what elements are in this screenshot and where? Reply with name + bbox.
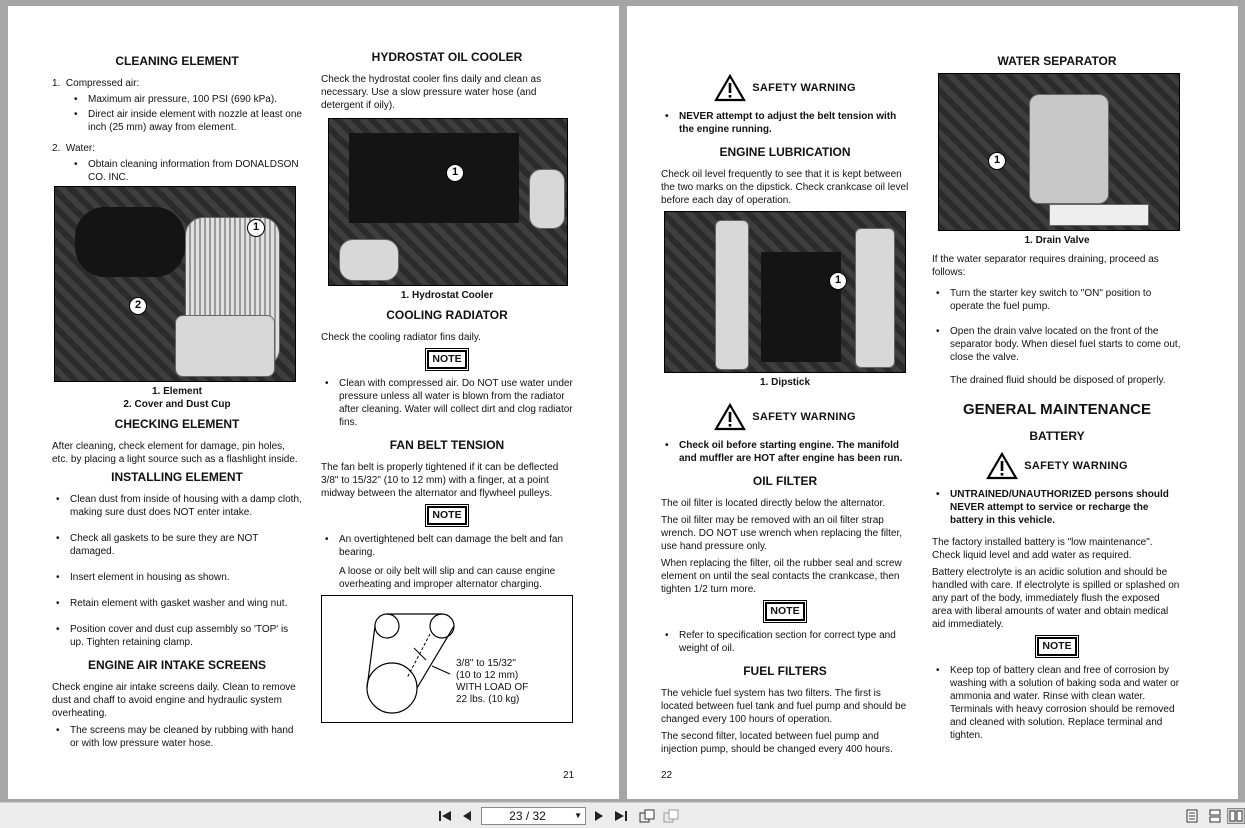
air-intake-screens-text: Check engine air intake screens daily. Clean to remove dust and chaff to avoid engine and hydraulic system overheating. bbox=[52, 682, 296, 719]
left-column-2 bbox=[321, 46, 573, 723]
radiator-bullets bbox=[321, 377, 573, 429]
list-item: • Check all gaskets to be sure they are NOT damaged. bbox=[52, 532, 302, 558]
step-1-bullets bbox=[70, 93, 302, 134]
step-1: 1. Compressed air: bbox=[52, 78, 140, 89]
list-item: • The screens may be cleaned by rubbing with hand or with low pressure water hose. bbox=[52, 724, 302, 750]
callout-1: 1 bbox=[446, 164, 464, 182]
previous-page-icon[interactable] bbox=[458, 808, 476, 824]
continuous-view-icon[interactable] bbox=[1206, 808, 1224, 824]
callout-2: 2 bbox=[129, 297, 147, 315]
hydrostat-cooler-text: Check the hydrostat cooler fins daily and clean as necessary. Use a slow pressure water hose (and detergent if oily). bbox=[321, 74, 542, 111]
safety-warning-heading: SAFETY WARNING bbox=[932, 452, 1182, 480]
oil-filter-text-2: The oil filter may be removed with an oil filter strap wrench. DO NOT use wrench when replacing the filter, use hand pressure only. bbox=[661, 515, 903, 552]
battery-text-1: The factory installed battery is "low maintenance". Check liquid level and add water as required. bbox=[932, 537, 1153, 561]
viewer-toolbar bbox=[0, 802, 1245, 828]
cooling-radiator-title: COOLING RADIATOR bbox=[386, 308, 508, 322]
page-number: 22 bbox=[661, 770, 673, 781]
fuel-filters-text-1: The vehicle fuel system has two filters. The first is located between fuel tank and fuel pump and should be changed every 100 hours of operation. bbox=[661, 688, 907, 725]
warning-3-bullets bbox=[932, 488, 1182, 527]
list-item: • Open the drain valve located on the front of the separator body. When diesel fuel starts to come out, close the valve. bbox=[932, 325, 1182, 364]
page-number: 21 bbox=[563, 770, 575, 781]
fan-belt-bullets bbox=[321, 533, 573, 559]
warning-1-bullets bbox=[661, 110, 909, 136]
water-separator-text: If the water separator requires draining, proceed as follows: bbox=[932, 254, 1159, 278]
dipstick-photo bbox=[664, 211, 906, 373]
note-label: NOTE bbox=[427, 506, 467, 525]
list-item: • Position cover and dust cup assembly so 'TOP' is up. Tighten retaining clamp. bbox=[52, 623, 302, 649]
note-label: NOTE bbox=[1037, 637, 1077, 656]
note-label: NOTE bbox=[765, 602, 805, 621]
left-page bbox=[8, 6, 619, 799]
note-label: NOTE bbox=[427, 350, 467, 369]
list-item: • NEVER attempt to adjust the belt tension with the engine running. bbox=[661, 110, 909, 136]
air-intake-screens-bullets bbox=[52, 724, 302, 750]
battery-bullets bbox=[932, 664, 1182, 742]
step-2-bullets bbox=[70, 158, 302, 184]
chevron-down-icon: ▼ bbox=[574, 811, 582, 820]
list-item: • Obtain cleaning information from DONALDSON CO. INC. bbox=[70, 158, 302, 184]
list-item: • UNTRAINED/UNAUTHORIZED persons should NEVER attempt to service or recharge the battery in this vehicle. bbox=[932, 488, 1182, 527]
last-page-icon[interactable] bbox=[612, 808, 630, 824]
battery-text-2: Battery electrolyte is an acidic solution and should be handled with care. If electrolyte is spilled or splashed on any part of the body, immediately flush the exposed area with liberal amounts of water and obtain medical aid immediately. bbox=[932, 567, 1180, 630]
installing-element-title: INSTALLING ELEMENT bbox=[111, 470, 243, 484]
air-intake-screens-title: ENGINE AIR INTAKE SCREENS bbox=[87, 658, 267, 672]
water-separator-title: WATER SEPARATOR bbox=[997, 54, 1117, 68]
oil-filter-title: OIL FILTER bbox=[752, 474, 818, 488]
step-2: 2. Water: bbox=[52, 143, 95, 154]
right-column-1 bbox=[661, 66, 909, 760]
water-separator-bullets bbox=[932, 287, 1182, 364]
cleaning-element-title: CLEANING ELEMENT bbox=[115, 54, 239, 68]
single-page-view-icon[interactable] bbox=[1183, 808, 1201, 824]
list-item: • Refer to specification section for correct type and weight of oil. bbox=[661, 629, 909, 655]
air-filter-photo bbox=[54, 186, 296, 382]
fuel-filters-text-2: The second filter, located between fuel pump and injection pump, should be changed every 400 hours. bbox=[661, 731, 893, 755]
belt-drawing bbox=[322, 596, 572, 722]
list-item: • Maximum air pressure, 100 PSI (690 kPa). bbox=[70, 93, 302, 106]
list-item: • An overtightened belt can damage the belt and fan bearing. bbox=[321, 533, 573, 559]
water-separator-photo bbox=[938, 73, 1180, 231]
cooling-radiator-text: Check the cooling radiator fins daily. bbox=[321, 332, 481, 343]
right-column-2 bbox=[932, 50, 1182, 751]
rotate-page-icon[interactable] bbox=[638, 808, 656, 824]
hydrostat-oil-cooler-title: HYDROSTAT OIL COOLER bbox=[371, 50, 523, 64]
checking-element-title: CHECKING ELEMENT bbox=[114, 417, 240, 431]
warning-triangle-icon bbox=[714, 403, 746, 431]
two-page-view-icon[interactable] bbox=[1227, 808, 1245, 824]
list-item: • Clean dust from inside of housing with a damp cloth, making sure dust does NOT enter intake. bbox=[52, 493, 302, 519]
oil-filter-bullets bbox=[661, 629, 909, 655]
fan-belt-diagram bbox=[321, 595, 573, 723]
engine-lubrication-text: Check oil level frequently to see that it is kept between the two marks on the dipstick. Check crankcase oil level before each day of operation. bbox=[661, 169, 909, 206]
first-page-icon[interactable] bbox=[436, 808, 454, 824]
oil-filter-text-3: When replacing the filter, oil the rubber seal and screw element on until the seal contacts the crankcase, then tighten 1/2 turn more. bbox=[661, 558, 902, 595]
safety-warning-heading: SAFETY WARNING bbox=[661, 403, 909, 431]
hydrostat-cooler-photo bbox=[328, 118, 568, 286]
water-separator-disposal: The drained fluid should be disposed of properly. bbox=[950, 375, 1166, 386]
list-item: • Clean with compressed air. Do NOT use water under pressure unless all water is blown from the radiator after cleaning. Water will collect dirt and clog radiator fins. bbox=[321, 377, 573, 429]
figure-caption: 1. Element bbox=[151, 386, 203, 397]
list-item: • Turn the starter key switch to "ON" position to operate the fuel pump. bbox=[932, 287, 1182, 313]
engine-lubrication-title: ENGINE LUBRICATION bbox=[719, 145, 851, 159]
callout-1: 1 bbox=[829, 272, 847, 290]
warning-triangle-icon bbox=[714, 74, 746, 102]
fuel-filters-title: FUEL FILTERS bbox=[743, 664, 827, 678]
loose-belt-text: A loose or oily belt will slip and can cause engine overheating and improper alternator charging. bbox=[339, 566, 556, 590]
fit-page-icon[interactable] bbox=[662, 808, 680, 824]
right-page bbox=[627, 6, 1238, 799]
figure-caption: 1. Hydrostat Cooler bbox=[400, 290, 494, 301]
next-page-icon[interactable] bbox=[590, 808, 608, 824]
warning-2-bullets bbox=[661, 439, 909, 465]
safety-warning-heading: SAFETY WARNING bbox=[661, 74, 909, 102]
general-maintenance-title: GENERAL MAINTENANCE bbox=[962, 401, 1152, 418]
list-item: • Retain element with gasket washer and wing nut. bbox=[52, 597, 302, 610]
figure-caption: 1. Drain Valve bbox=[1024, 235, 1090, 246]
figure-caption: 1. Dipstick bbox=[759, 377, 811, 388]
belt-deflection-label: 3/8" to 15/32" (10 to 12 mm) WITH LOAD OF 22 lbs. (10 kg) bbox=[456, 658, 529, 705]
installing-element-bullets bbox=[52, 493, 302, 649]
page-number-select[interactable]: 23 / 32 ▼ bbox=[481, 807, 586, 825]
list-item: • Check oil before starting engine. The manifold and muffler are HOT after engine has been run. bbox=[661, 439, 909, 465]
callout-1: 1 bbox=[988, 152, 1006, 170]
oil-filter-text-1: The oil filter is located directly below the alternator. bbox=[661, 498, 885, 509]
list-item: • Keep top of battery clean and free of corrosion by washing with a solution of baking soda and water or ammonia and water. Rinse with clean water. Terminals with heavy corrosion should be removed and cleaned with solution. Replace terminal and tighten. bbox=[932, 664, 1182, 742]
warning-triangle-icon bbox=[986, 452, 1018, 480]
fan-belt-text: The fan belt is properly tightened if it can be deflected 3/8" to 15/32" (10 to 12 mm) with a finger, at a point midway between the alternator and flywheel pulleys. bbox=[321, 462, 559, 499]
fan-belt-tension-title: FAN BELT TENSION bbox=[389, 438, 505, 452]
checking-element-text: After cleaning, check element for damage, pin holes, etc. by placing a light source such as a flashlight inside. bbox=[52, 441, 298, 465]
callout-1: 1 bbox=[247, 219, 265, 237]
list-item: • Insert element in housing as shown. bbox=[52, 571, 302, 584]
figure-caption: 2. Cover and Dust Cup bbox=[123, 399, 231, 410]
left-column-1 bbox=[52, 50, 302, 759]
list-item: • Direct air inside element with nozzle at least one inch (25 mm) away from element. bbox=[70, 108, 302, 134]
battery-title: BATTERY bbox=[1029, 429, 1085, 443]
